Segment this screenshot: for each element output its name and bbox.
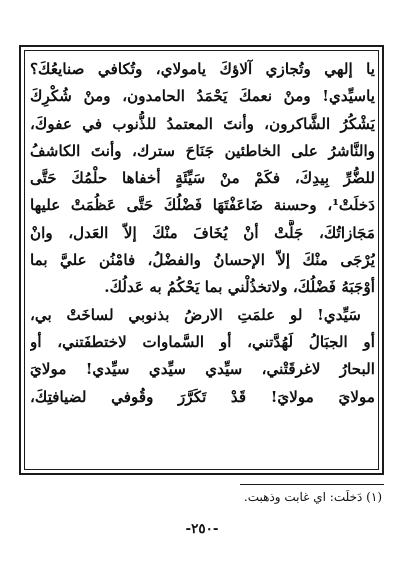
text-line-8: يُرْجَى منْكَ إلاّ الإحسانُ والفضْلُ، فامْنُن عليَّ بما bbox=[30, 251, 375, 270]
text-line-7: مَجَازاتُكَ، جَلَّتْ أنْ يُخَافَ منْكَ إلاّ العَدل، وانْ bbox=[30, 223, 375, 242]
text-line-1: يا إلهي وتُجازي آلاؤكَ يامولاي، وتُكافي صنايعُكَ؟ bbox=[30, 60, 375, 78]
text-line-3: يَشْكُرُ الشَّاكرون، وأنتَ المعتمدُ للذُّنوب في عفوكَ، bbox=[30, 114, 375, 133]
text-line-2: ياسيِّدي! ومنْ نعمكَ يَحْمَدُ الحامدون، ومنْ شُكْرِكَ bbox=[30, 87, 375, 106]
text-line-4: والنَّاشرُ على الخاطئين جَنَاحَ سترك، وأنتَ الكاشفُ bbox=[30, 141, 375, 160]
page-number: -٢٥٠- bbox=[185, 521, 219, 537]
text-line-11: أو الجبَالُ لَهُدَّتني، أو السَّماوات لاختطفَتني، أو bbox=[30, 332, 375, 351]
text-line-12: البحارُ لاغرقَتْني، سيِّدي سيِّدي سيِّدي! مولايَ bbox=[30, 360, 375, 379]
text-line-5: للضُّرِّ بِيدِكَ، فكَمْ منْ سَيِّئَةٍ أخفاها حلْمُكَ حَتَّى bbox=[30, 169, 375, 188]
main-text bbox=[30, 56, 375, 411]
text-line-10: سَيِّدي! لو علمَتِ الارضُ بذنوبي لساخَتْ بي، bbox=[30, 305, 361, 324]
footnote-separator bbox=[240, 484, 384, 485]
text-line-9: أوْجَبَهُ فَضْلُكَ، ولاتخذُلْني بما يَحْكُمُ به عَدلُكَ. bbox=[104, 278, 375, 297]
text-line-13: مولايَ مولايَ! قَدْ تَكَرَّرَ وقُوفي لضيافتِكَ، bbox=[30, 387, 375, 406]
footnote: (١) دَخلَت: اي غابت وذهبت. bbox=[243, 490, 382, 504]
text-line-6: دَخلَتْ¹، وحسنة ضَاعَفْتَهَا فَضْلُكَ حَتَّى عَظُمَتْ عليها bbox=[30, 196, 375, 215]
